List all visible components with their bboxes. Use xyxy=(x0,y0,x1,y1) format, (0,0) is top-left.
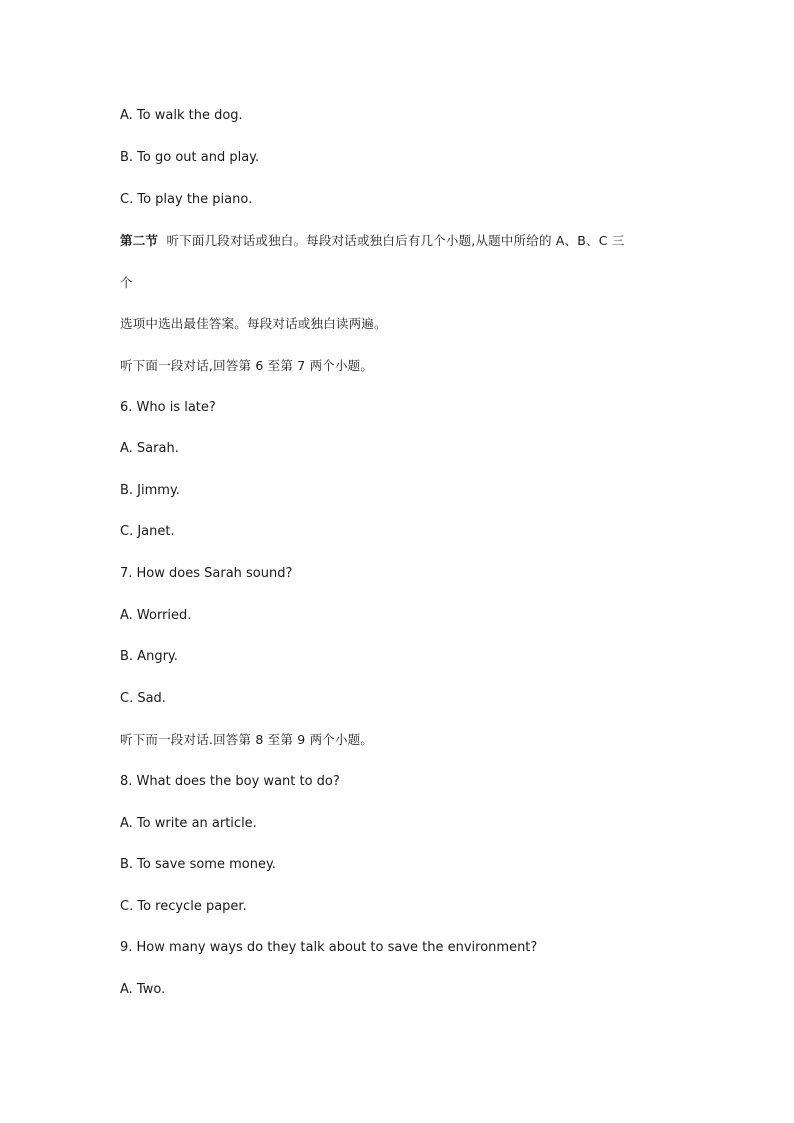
q8-option-c: C. To recycle paper. xyxy=(120,899,247,914)
q8-option-a: A. To write an article. xyxy=(120,816,257,831)
q8-question: 8. What does the boy want to do? xyxy=(120,774,340,789)
q7-option-c: C. Sad. xyxy=(120,691,166,706)
q6-option-c: C. Janet. xyxy=(120,524,175,539)
q7-option-b: B. Angry. xyxy=(120,649,178,664)
q5-option-a: A. To walk the dog. xyxy=(120,108,243,123)
dialogue-6-7-intro: 听下面一段对话,回答第 6 至第 7 两个小题。 xyxy=(120,358,374,373)
q6-option-a: A. Sarah. xyxy=(120,441,179,456)
q6-option-b: B. Jimmy. xyxy=(120,483,180,498)
q6-question: 6. Who is late? xyxy=(120,400,216,415)
section2-instruction-line3: 选项中选出最佳答案。每段对话或独白读两遍。 xyxy=(120,316,387,331)
q9-option-a: A. Two. xyxy=(120,982,166,997)
section2-instruction-line2: 个 xyxy=(120,275,133,290)
section2-heading: 第二节 xyxy=(120,233,159,248)
section2-instruction-text: 听下面几段对话或独白。每段对话或独白后有几个小题,从题中所给的 A、B、C 三 xyxy=(166,233,625,248)
q8-option-b: B. To save some money. xyxy=(120,857,276,872)
q9-question: 9. How many ways do they talk about to save the environment? xyxy=(120,940,538,955)
section2-instruction-line1 xyxy=(120,232,625,250)
q5-option-c: C. To play the piano. xyxy=(120,192,253,207)
q7-option-a: A. Worried. xyxy=(120,608,192,623)
q5-option-b: B. To go out and play. xyxy=(120,150,260,165)
q7-question: 7. How does Sarah sound? xyxy=(120,566,293,581)
dialogue-8-9-intro: 听下而一段对话.回答第 8 至第 9 两个小题。 xyxy=(120,732,374,747)
